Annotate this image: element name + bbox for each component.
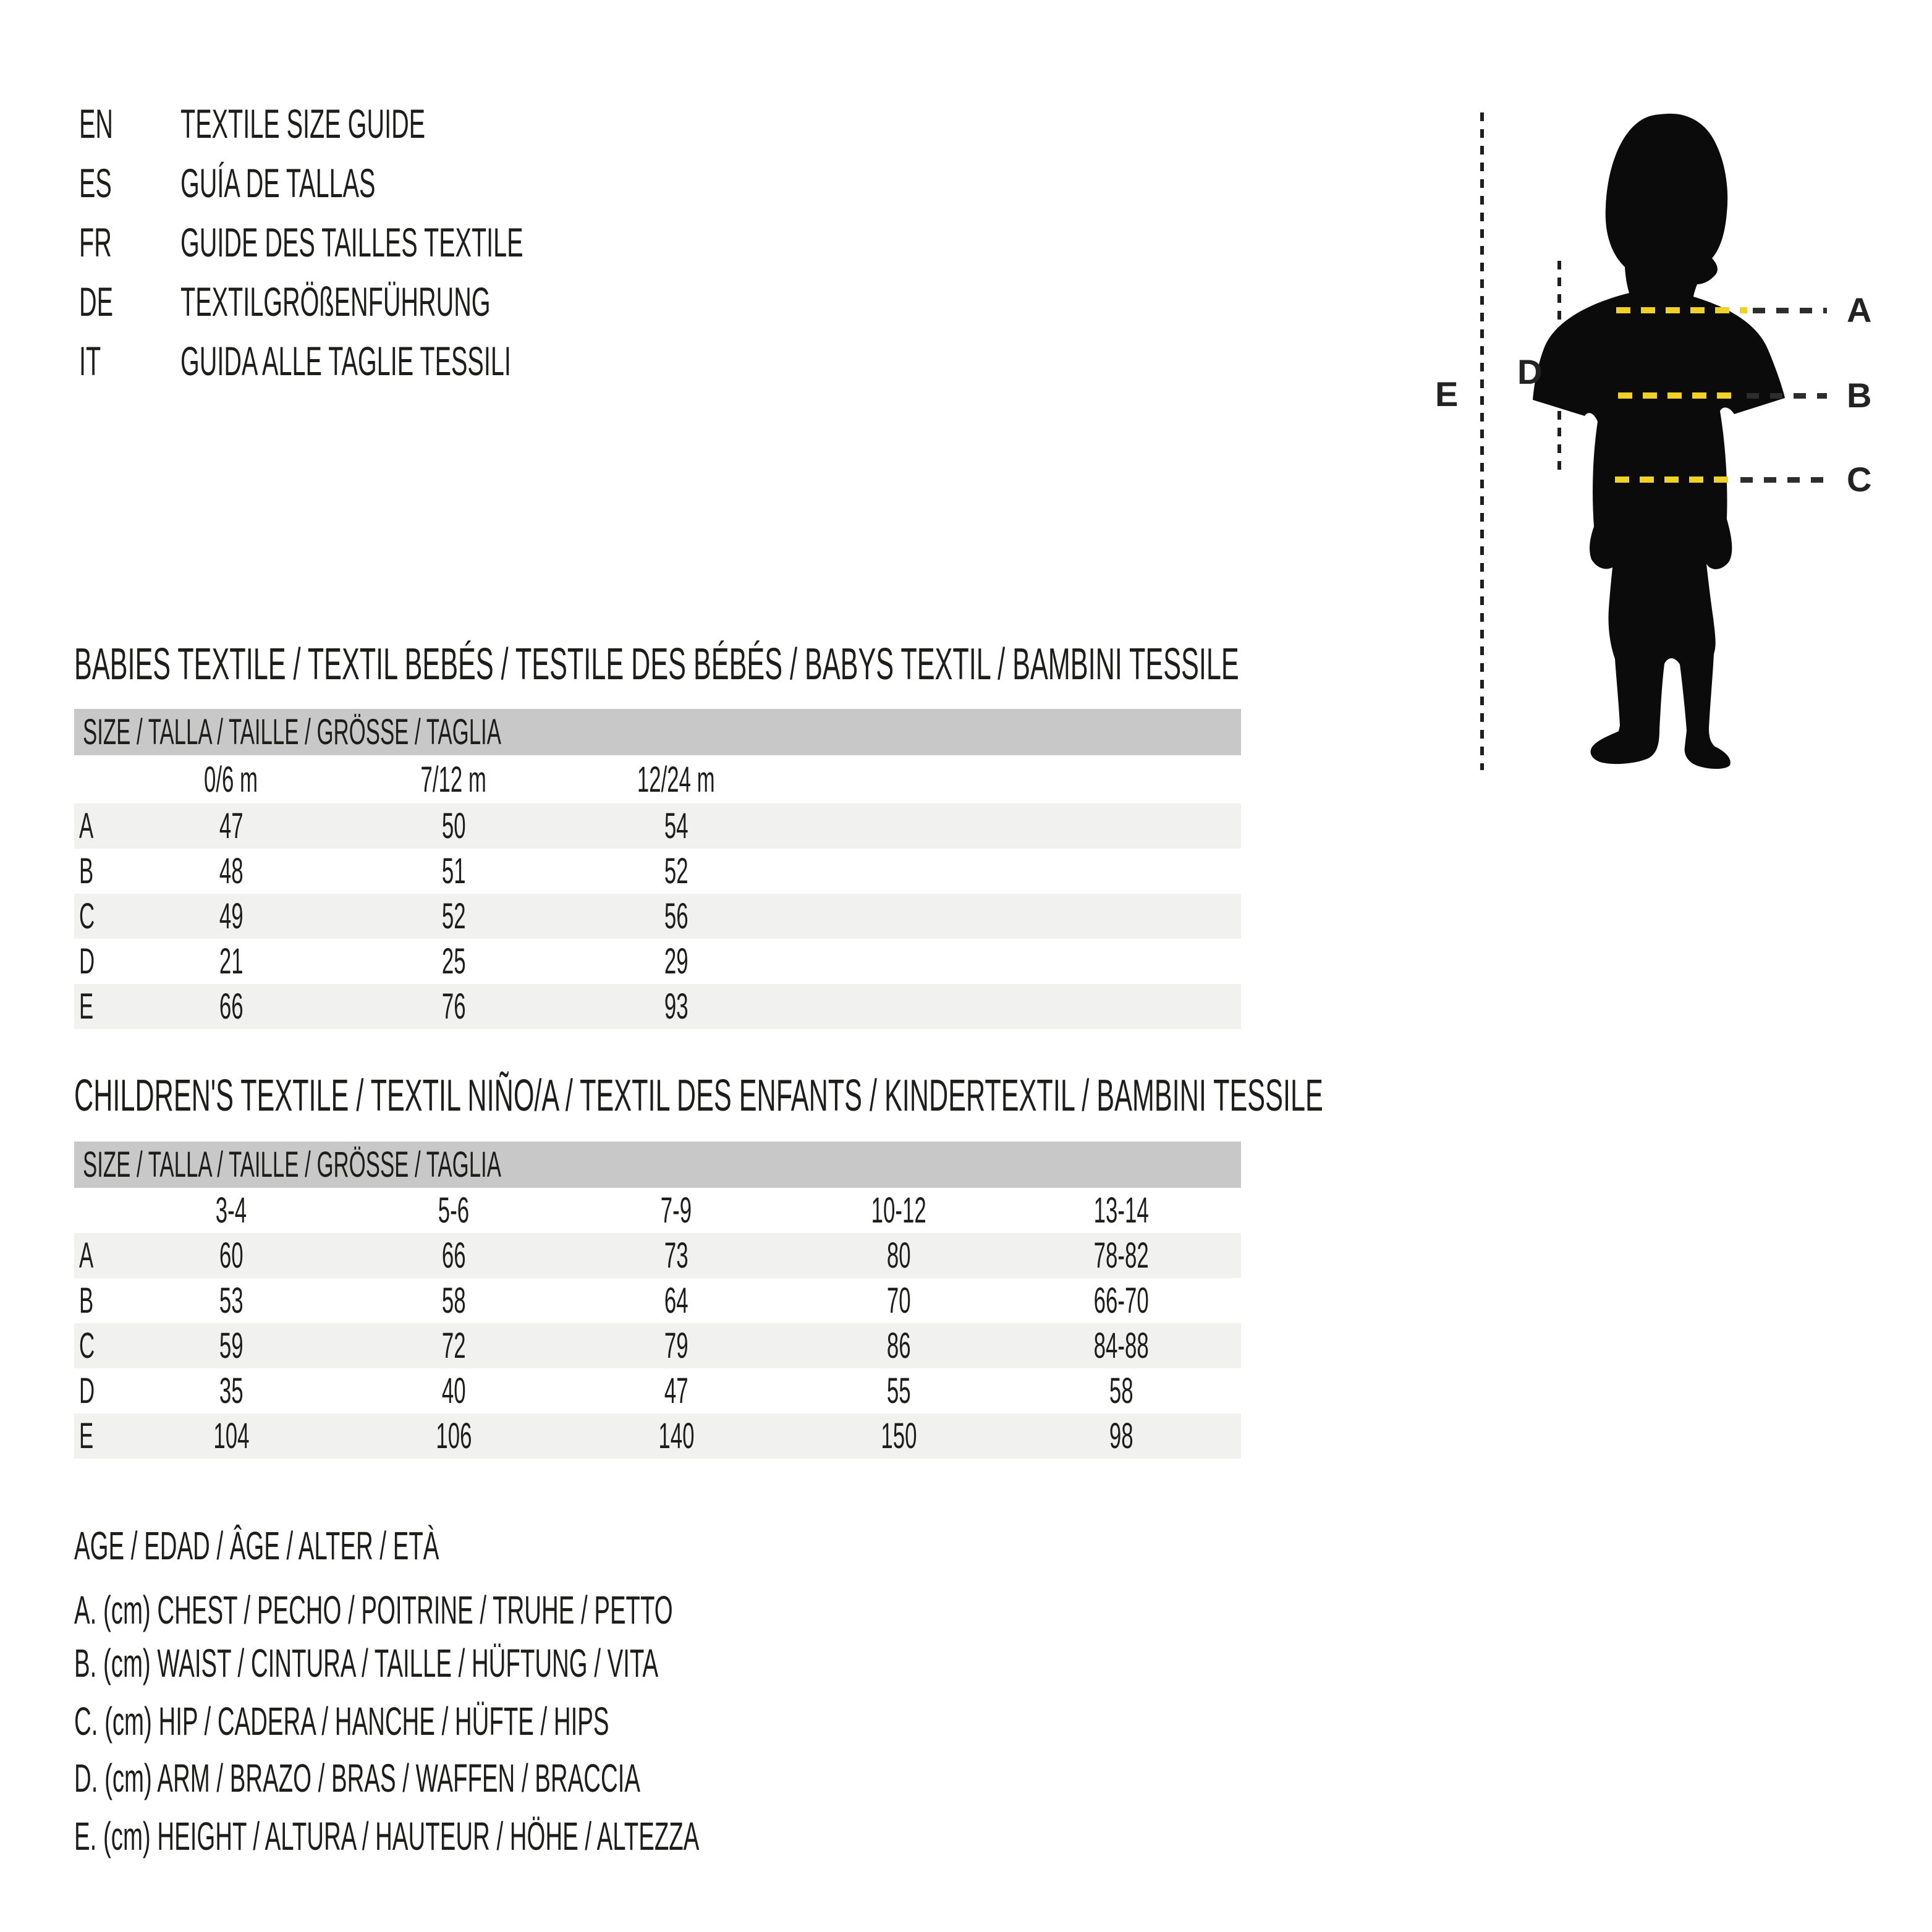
legend-waist: B. (cm) WAIST / CINTURA / TAILLE / HÜFTUNG / VITA	[74, 1641, 659, 1685]
table-cell: 29	[664, 941, 688, 981]
table-cell: 60	[219, 1235, 244, 1276]
row-label: C	[79, 1326, 95, 1366]
column-header: 3-4	[215, 1190, 247, 1231]
column-header: 5-6	[438, 1190, 470, 1231]
column-header: 7-9	[660, 1190, 692, 1231]
column-header: 10-12	[871, 1190, 926, 1231]
table-cell: 64	[664, 1281, 688, 1321]
row-label: B	[79, 851, 94, 891]
legend-hip: C. (cm) HIP / CADERA / HANCHE / HÜFTE / HIPS	[74, 1699, 609, 1743]
children-size-table	[74, 1142, 1241, 1459]
table-cell: 76	[441, 986, 466, 1027]
table-row	[74, 1323, 1241, 1368]
babies-section-heading	[74, 640, 1932, 689]
table-row	[74, 1368, 1241, 1413]
row-label: E	[79, 986, 94, 1027]
table-cell: 53	[219, 1281, 244, 1321]
babies-size-header-bar	[74, 709, 1241, 755]
table-cell: 51	[441, 851, 466, 891]
table-cell: 49	[219, 896, 244, 936]
table-row	[74, 984, 1241, 1029]
legend-age: AGE / EDAD / ÂGE / ALTER / ETÀ	[74, 1523, 439, 1568]
table-cell: 106	[435, 1416, 472, 1456]
measure-label-b: B	[1847, 376, 1872, 415]
babies-heading-text: BABIES TEXTILE / TEXTIL BEBÉS / TESTILE DES BÉBÉS / BABYS TEXTIL / BAMBINI TESSILE	[74, 640, 1239, 689]
table-cell: 79	[664, 1326, 688, 1366]
children-section-heading	[74, 1071, 1932, 1121]
table-cell: 66	[441, 1235, 466, 1276]
table-cell: 140	[658, 1416, 695, 1456]
measure-label-e: E	[1435, 375, 1459, 413]
row-label: B	[79, 1281, 94, 1321]
table-cell: 150	[880, 1416, 917, 1456]
row-label: D	[79, 941, 95, 981]
lang-code: IT	[79, 338, 101, 384]
table-cell: 84-88	[1093, 1326, 1149, 1366]
row-label: C	[79, 896, 95, 936]
table-row	[74, 894, 1241, 939]
table-cell: 80	[886, 1235, 911, 1276]
legend-height: E. (cm) HEIGHT / ALTURA / HAUTEUR / HÖHE / ALTEZZA	[74, 1814, 700, 1858]
hip-line-dark-segment	[1740, 477, 1827, 483]
table-cell: 56	[664, 896, 688, 936]
table-cell: 52	[441, 896, 466, 936]
table-cell: 58	[441, 1281, 466, 1321]
table-cell: 98	[1109, 1416, 1133, 1456]
table-cell: 59	[219, 1326, 244, 1366]
chest-line-yellow-segment	[1616, 307, 1747, 313]
children-heading-text: CHILDREN'S TEXTILE / TEXTIL NIÑO/A / TEXTIL DES ENFANTS / KINDERTEXTIL / BAMBINI TESSILE	[74, 1071, 1323, 1121]
size-header-text: SIZE / TALLA / TAILLE / GRÖSSE / TAGLIA	[83, 1145, 501, 1185]
column-header: 13-14	[1093, 1190, 1149, 1231]
table-cell: 104	[213, 1416, 250, 1456]
waist-line-dark-segment	[1747, 393, 1827, 399]
table-cell: 48	[219, 851, 244, 891]
row-label: A	[79, 806, 94, 846]
hip-line-yellow-segment	[1615, 477, 1735, 483]
babies-column-header-row	[74, 755, 1241, 803]
row-label: A	[79, 1235, 94, 1276]
table-cell: 66-70	[1093, 1281, 1149, 1321]
table-cell: 73	[664, 1235, 688, 1276]
lang-row-de	[79, 277, 697, 326]
table-cell: 40	[441, 1371, 466, 1411]
lang-row-it	[79, 336, 732, 386]
table-cell: 78-82	[1093, 1235, 1149, 1276]
lang-code: ES	[79, 160, 112, 206]
table-cell: 93	[664, 986, 688, 1027]
lang-row-es	[79, 158, 506, 208]
table-row	[74, 803, 1241, 849]
waist-line-yellow-segment	[1618, 392, 1742, 399]
table-row	[74, 849, 1241, 894]
page-title-fr: GUIDE DES TAILLES TEXTILE	[180, 219, 523, 265]
children-column-header-row	[74, 1188, 1241, 1233]
chest-line-dark-segment	[1753, 308, 1827, 313]
page-title-es: GUÍA DE TALLAS	[180, 160, 376, 206]
table-cell: 58	[1109, 1371, 1133, 1411]
table-cell: 66	[219, 986, 244, 1027]
lang-code: DE	[79, 279, 114, 324]
lang-row-en	[79, 99, 588, 148]
table-cell: 21	[219, 941, 244, 981]
table-cell: 86	[886, 1326, 911, 1366]
table-row	[74, 1278, 1241, 1323]
table-cell: 70	[886, 1281, 911, 1321]
page-title-de: TEXTILGRÖßENFÜHRUNG	[180, 279, 491, 324]
lang-code: FR	[79, 219, 112, 265]
table-row	[74, 1233, 1241, 1278]
table-cell: 25	[441, 941, 466, 981]
page-title: TEXTILE SIZE GUIDE	[180, 101, 426, 146]
table-cell: 35	[219, 1371, 244, 1411]
table-cell: 50	[441, 806, 466, 846]
table-cell: 47	[219, 806, 244, 846]
measure-label-c: C	[1847, 460, 1872, 499]
lang-row-fr	[79, 218, 752, 267]
legend-arm: D. (cm) ARM / BRAZO / BRAS / WAFFEN / BRACCIA	[74, 1756, 640, 1800]
row-label: D	[79, 1371, 95, 1411]
table-cell: 55	[886, 1371, 911, 1411]
column-header: 12/24 m	[637, 759, 715, 800]
legend-chest: A. (cm) CHEST / PECHO / POITRINE / TRUHE / PETTO	[74, 1588, 673, 1632]
table-row	[74, 1413, 1241, 1459]
column-header: 0/6 m	[204, 759, 258, 800]
table-cell: 54	[664, 806, 688, 846]
lang-code: EN	[79, 101, 114, 146]
children-size-header-bar	[74, 1142, 1241, 1188]
table-cell: 72	[441, 1326, 466, 1366]
row-label: E	[79, 1416, 94, 1456]
table-cell: 47	[664, 1371, 688, 1411]
size-header-text: SIZE / TALLA / TAILLE / GRÖSSE / TAGLIA	[83, 712, 501, 752]
column-header: 7/12 m	[420, 759, 487, 800]
babies-size-table	[74, 709, 1241, 1029]
table-cell: 52	[664, 851, 688, 891]
table-row	[74, 939, 1241, 984]
page-title-it: GUIDA ALLE TAGLIE TESSILI	[180, 338, 512, 384]
measure-label-d: D	[1517, 352, 1543, 391]
measure-label-a: A	[1847, 290, 1872, 329]
